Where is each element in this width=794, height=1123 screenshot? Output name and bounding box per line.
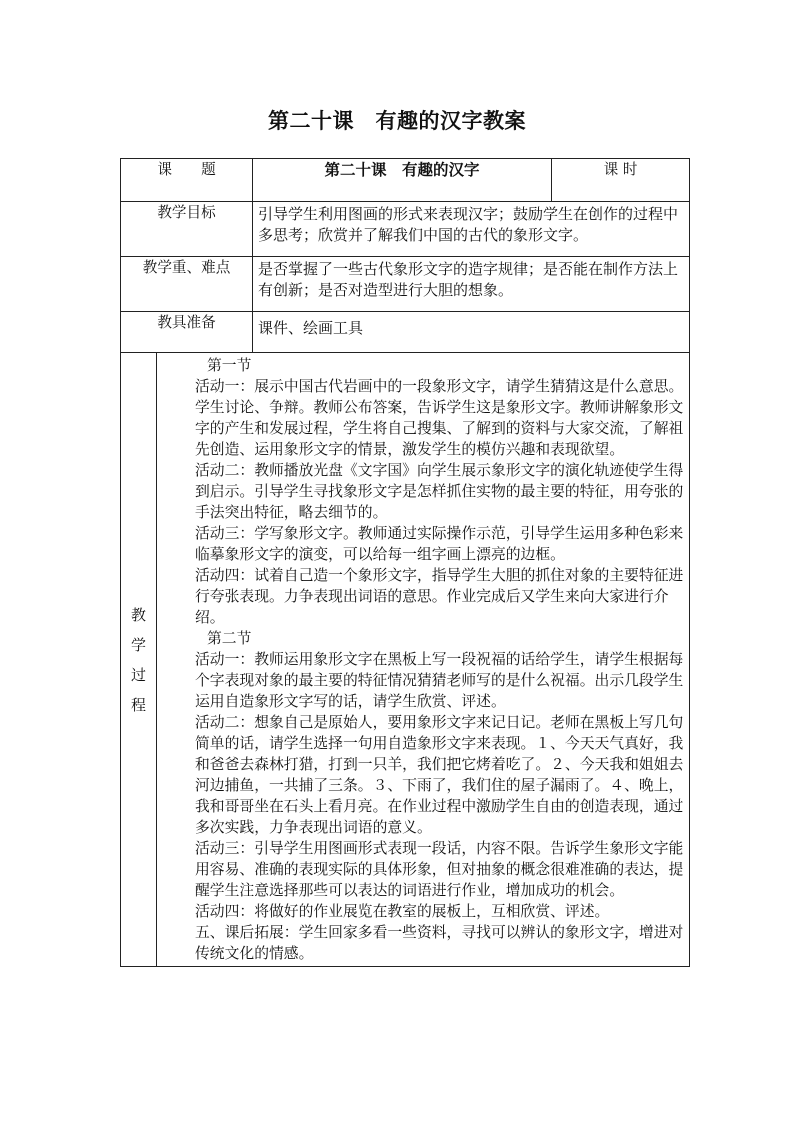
tools-row — [121, 312, 690, 353]
activity-paragraph: 活动一：教师运用象形文字在黑板上写一段祝福的话给学生，请学生根据每个字表现对象的最主要的特征情况猜猜老师写的是什么祝福。出示几段学生运用自造象形文字写的话，请学生欣赏、评述。 — [195, 651, 684, 710]
topic-row — [121, 159, 690, 202]
activity-paragraph: 活动二：想象自己是原始人，要用象形文字来记日记。老师在黑板上写几句简单的话，请学生选择一句用自造象形文字来表现。１、今天天气真好，我和爸爸去森林打猎，打到一只羊，我们把它烤着吃了。２、今天我和姐姐去河边捕鱼，一共捕了三条。３、下雨了，我们住的屋子漏雨了。４、晚上，我和哥哥坐在石头上看月亮。在作业过程中激励学生自由的创造表现，通过多次实践，力争表现出词语的意义。 — [195, 714, 684, 836]
topic-value: 第二十课 有趣的汉字 — [253, 159, 552, 202]
extension-paragraph: 五、课后拓展：学生回家多看一些资料，寻找可以辨认的象形文字，增进对传统文化的情感。 — [195, 924, 684, 962]
tools-label: 教具准备 — [121, 312, 253, 353]
goal-text: 引导学生利用图画的形式来表现汉字；鼓励学生在创作的过程中多思考；欣赏并了解我们中国的古代的象形文字。 — [253, 202, 690, 257]
process-label-char: 程 — [130, 695, 146, 714]
goal-label: 教学目标 — [121, 202, 253, 257]
page-title: 第二十课 有趣的汉字教案 — [268, 108, 526, 133]
activity-paragraph: 活动三：引导学生用图画形式表现一段话，内容不限。告诉学生象形文字能用容易、准确的表现实际的具体形象，但对抽象的概念很难准确的表达，提醒学生注意选择那些可以表达的词语进行作业，增加成功的机会。 — [195, 840, 684, 899]
section-heading: 第一节 — [207, 357, 252, 374]
process-label-char: 学 — [130, 635, 146, 654]
lesson-plan-table — [120, 158, 690, 967]
period-label: 课 时 — [552, 159, 690, 202]
activity-paragraph: 活动二：教师播放光盘《文字国》向学生展示象形文字的演化轨迹使学生得到启示。引导学生寻找象形文字是怎样抓住实物的最主要的特征，用夸张的手法突出特征，略去细节的。 — [195, 462, 684, 521]
process-label — [121, 353, 157, 967]
key-label: 教学重、难点 — [121, 257, 253, 312]
activity-paragraph: 活动一：展示中国古代岩画中的一段象形文字，请学生猜猜这是什么意思。学生讨论、争辩。教师公布答案，告诉学生这是象形文字。教师讲解象形文字的产生和发展过程，学生将自己搜集、了解到的资料与大家交流，了解祖先创造、运用象形文字的情景，激发学生的模仿兴趣和表现欲望。 — [195, 378, 684, 458]
tools-text: 课件、绘画工具 — [253, 312, 690, 353]
activity-paragraph: 活动四：试着自己造一个象形文字，指导学生大胆的抓住对象的主要特征进行夸张表现。力争表现出词语的意思。作业完成后又学生来向大家进行介绍。 — [195, 567, 684, 626]
process-row — [121, 353, 690, 967]
process-label-char: 过 — [130, 665, 146, 684]
key-text: 是否掌握了一些古代象形文字的造字规律；是否能在制作方法上有创新；是否对造型进行大胆的想象。 — [253, 257, 690, 312]
activity-paragraph: 活动四：将做好的作业展览在教室的展板上，互相欣赏、评述。 — [195, 903, 610, 920]
process-label-char: 教 — [130, 605, 146, 624]
topic-label: 课 题 — [121, 159, 253, 202]
section-heading: 第二节 — [207, 630, 252, 647]
process-body — [157, 353, 690, 967]
activity-paragraph: 活动三：学写象形文字。教师通过实际操作示范，引导学生运用多种色彩来临摹象形文字的演变，可以给每一组字画上漂亮的边框。 — [195, 525, 684, 563]
goal-row — [121, 202, 690, 257]
key-row — [121, 257, 690, 312]
